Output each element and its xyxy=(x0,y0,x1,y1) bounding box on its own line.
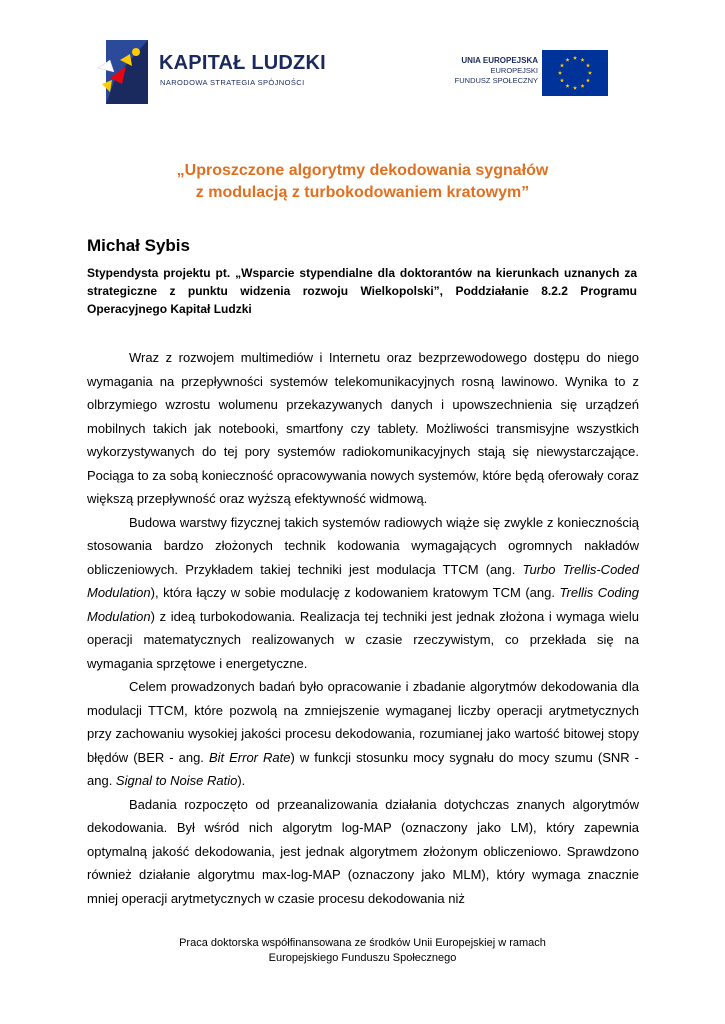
paragraph-2-text-a: Budowa warstwy fizycznej takich systemów radiowych wiąże się zwykle z koniecznością stosowania bardzo złożonych technik kodowania wymagających ogromnych nakładów obliczeniowych. Przykładem takiej techniki jest modulacja TTCM (ang. xyxy=(87,514,639,577)
paragraph-3 xyxy=(87,675,639,793)
paragraph-2-text-c: ) z ideą turbokodowania. Realizacja tej techniki jest jednak złożona i wymaga wielu operacji matematycznych realizowanych w czasie rzeczywistym, co przekłada się na wymagania sprzętowe i energetyczne. xyxy=(87,608,639,671)
paragraph-3-text-c: ). xyxy=(237,773,246,788)
paragraph-2-text-b: ), która łączy w sobie modulację z kodowaniem kratowym TCM (ang. xyxy=(150,585,560,600)
kapital-ludzki-title: KAPITAŁ LUDZKI xyxy=(159,52,326,74)
paragraph-3-italic-2: Signal to Noise Ratio xyxy=(115,773,238,788)
kapital-ludzki-logo xyxy=(96,38,326,108)
paragraph-3-text-b: ) w funkcji stosunku mocy sygnału do mocy szumu (SNR - ang. xyxy=(87,749,639,788)
kapital-ludzki-subtitle: NARODOWA STRATEGIA SPÓJNOŚCI xyxy=(160,78,305,87)
eu-logo-line1: UNIA EUROPEJSKA xyxy=(461,56,538,65)
footer-line1: Praca doktorska współfinansowana ze środków Unii Europejskiej w ramach xyxy=(179,937,546,949)
affiliation-text: Stypendysta projektu pt. „Wsparcie stypendialne dla doktorantów na kierunkach uznanych za strategiczne z punktu widzenia rozwoju Wielkopolski”, Poddziałanie 8.2.2 Programu Operacyjnego Kapitał Ludzki xyxy=(87,266,637,316)
paragraph-1: Wraz z rozwojem multimediów i Internetu oraz bezprzewodowego dostępu do niego wymagania na przepływności systemów telekomunikacyjnych rosną lawinowo. Wynika to z olbrzymiego wzrostu wolumenu przekazywanych danych i upowszechnienia się urządzeń mobilnych takich jak notebooki, smartfony czy tablety. Możliwości transmisyjne wszystkich wykorzystywanych do tej pory systemów radiokomunikacyjnych stają się niewystarczające. Pociąga to za sobą konieczność opracowywania nowych systemów, które będą oferowały coraz większą przepływność oraz wyższą efektywność widmową. xyxy=(87,350,639,506)
page-footer xyxy=(0,936,725,966)
eu-flag-icon xyxy=(542,50,608,96)
paragraph-2-italic-2: Trellis Coding Modulation xyxy=(87,585,639,624)
kapital-ludzki-emblem-icon xyxy=(96,38,158,108)
document-title xyxy=(60,160,665,204)
document-title-line1: „Uproszczone algorytmy dekodowania sygnałów xyxy=(176,162,549,179)
paragraph-3-text-a: Celem prowadzonych badań było opracowanie i zbadanie algorytmów dekodowania dla modulacji TTCM, które pozwolą na zmniejszenie wymaganej liczby operacji arytmetycznych przy zachowaniu wysokiej jakości procesu dekodowania, rozumianej jako wartość bitowej stopy błędów (BER - ang. xyxy=(87,679,639,765)
eu-logo-text xyxy=(455,56,538,86)
paragraph-4: Badania rozpoczęto od przeanalizowania działania dotychczas znanych algorytmów dekodowania. Był wśród nich algorytm log-MAP (oznaczony jako LM), który zapewnia optymalną jakość dekodowania, jest jednak algorytmem złożonym obliczeniowo. Sprawdzono również działanie algorytmu max-log-MAP (oznaczony jako MLM), który wymaga znacznie mniej operacji arytmetycznych w czasie procesu dekodowania niż xyxy=(87,796,639,906)
paragraph-2 xyxy=(87,511,639,676)
author-name: Michał Sybis xyxy=(87,236,190,255)
paragraph-3-italic-1: Bit Error Rate xyxy=(208,749,291,765)
footer-line2: Europejskiego Funduszu Społecznego xyxy=(268,952,457,964)
eu-efs-logo xyxy=(420,50,610,98)
document-title-line2: z modulacją z turbokodowaniem kratowym” xyxy=(195,184,530,201)
eu-logo-line2: EUROPEJSKI xyxy=(490,66,538,75)
paragraph-2-italic-1: Turbo Trellis-Coded Modulation xyxy=(87,561,639,600)
eu-logo-line3: FUNDUSZ SPOŁECZNY xyxy=(454,76,538,85)
document-body xyxy=(87,346,639,910)
